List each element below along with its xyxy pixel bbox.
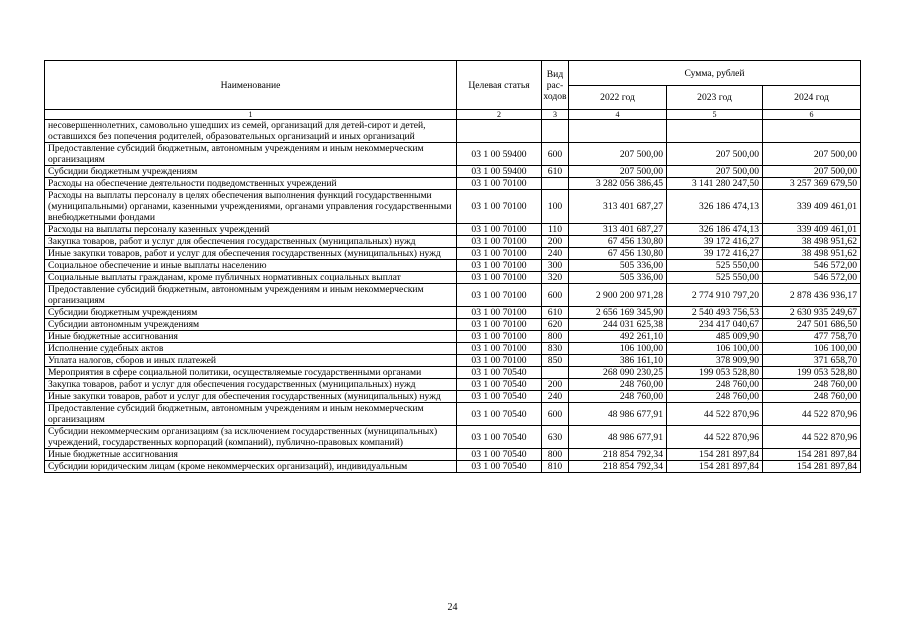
row-target-article: 03 1 00 70100 — [457, 178, 542, 190]
row-expense-type: 800 — [542, 449, 569, 461]
row-amount-2022: 48 986 677,91 — [569, 426, 667, 449]
row-expense-type: 850 — [542, 355, 569, 367]
row-expense-type: 810 — [542, 461, 569, 473]
table-row — [45, 224, 861, 236]
header-year-2024: 2024 год — [763, 86, 861, 110]
table-row — [45, 236, 861, 248]
row-amount-2023: 2 774 910 797,20 — [667, 284, 763, 307]
table-row — [45, 426, 861, 449]
row-amount-2022: 218 854 792,34 — [569, 449, 667, 461]
row-name: Субсидии бюджетным учреждениям — [45, 307, 457, 319]
row-name: Субсидии юридическим лицам (кроме некоммерческих организаций), индивидуальным — [45, 461, 457, 473]
row-expense-type — [542, 367, 569, 379]
row-amount-2024: 3 257 369 679,50 — [763, 178, 861, 190]
row-target-article: 03 1 00 70100 — [457, 236, 542, 248]
row-amount-2023: 154 281 897,84 — [667, 449, 763, 461]
row-target-article: 03 1 00 70100 — [457, 319, 542, 331]
column-number-row — [45, 110, 861, 120]
column-number: 3 — [542, 110, 569, 120]
table-row — [45, 272, 861, 284]
column-number: 2 — [457, 110, 542, 120]
row-amount-2022: 248 760,00 — [569, 379, 667, 391]
row-name: Предоставление субсидий бюджетным, автономным учреждениям и иным некоммерческим организациям — [45, 143, 457, 166]
row-target-article: 03 1 00 70100 — [457, 307, 542, 319]
row-amount-2022: 48 986 677,91 — [569, 403, 667, 426]
row-amount-2023: 39 172 416,27 — [667, 248, 763, 260]
row-expense-type: 200 — [542, 236, 569, 248]
row-expense-type: 620 — [542, 319, 569, 331]
table-row — [45, 178, 861, 190]
row-amount-2022: 505 336,00 — [569, 260, 667, 272]
row-target-article: 03 1 00 70100 — [457, 260, 542, 272]
row-amount-2024: 546 572,00 — [763, 260, 861, 272]
row-target-article: 03 1 00 70100 — [457, 248, 542, 260]
row-target-article: 03 1 00 59400 — [457, 166, 542, 178]
row-expense-type: 830 — [542, 343, 569, 355]
row-target-article — [457, 120, 542, 143]
row-target-article: 03 1 00 70540 — [457, 367, 542, 379]
row-target-article: 03 1 00 70100 — [457, 284, 542, 307]
row-name: Социальные выплаты гражданам, кроме публичных нормативных социальных выплат — [45, 272, 457, 284]
row-amount-2024: 38 498 951,62 — [763, 236, 861, 248]
table-row — [45, 379, 861, 391]
row-amount-2024 — [763, 120, 861, 143]
row-amount-2023: 199 053 528,80 — [667, 367, 763, 379]
table-row — [45, 343, 861, 355]
row-target-article: 03 1 00 70540 — [457, 403, 542, 426]
row-expense-type: 600 — [542, 143, 569, 166]
row-amount-2024: 248 760,00 — [763, 391, 861, 403]
row-amount-2023: 106 100,00 — [667, 343, 763, 355]
row-expense-type: 100 — [542, 190, 569, 224]
row-expense-type: 600 — [542, 284, 569, 307]
row-amount-2022: 106 100,00 — [569, 343, 667, 355]
row-amount-2022: 2 656 169 345,90 — [569, 307, 667, 319]
row-expense-type: 240 — [542, 391, 569, 403]
row-expense-type: 320 — [542, 272, 569, 284]
row-target-article: 03 1 00 70100 — [457, 272, 542, 284]
row-amount-2022: 492 261,10 — [569, 331, 667, 343]
table-row — [45, 449, 861, 461]
row-amount-2024: 154 281 897,84 — [763, 449, 861, 461]
row-amount-2024: 339 409 461,01 — [763, 224, 861, 236]
row-expense-type: 610 — [542, 166, 569, 178]
row-expense-type: 300 — [542, 260, 569, 272]
row-amount-2023: 39 172 416,27 — [667, 236, 763, 248]
column-number: 5 — [667, 110, 763, 120]
row-amount-2023 — [667, 120, 763, 143]
row-amount-2024: 339 409 461,01 — [763, 190, 861, 224]
table-row — [45, 190, 861, 224]
row-amount-2022: 2 900 200 971,28 — [569, 284, 667, 307]
table-row — [45, 319, 861, 331]
table-row — [45, 260, 861, 272]
row-amount-2023: 154 281 897,84 — [667, 461, 763, 473]
table-row — [45, 143, 861, 166]
row-name: Уплата налогов, сборов и иных платежей — [45, 355, 457, 367]
column-number: 6 — [763, 110, 861, 120]
row-expense-type: 610 — [542, 307, 569, 319]
row-expense-type: 630 — [542, 426, 569, 449]
row-name: Расходы на выплаты персоналу в целях обеспечения выполнения функций государственными (муниципальными) органами, казенными учреждениями, органами управления государственными внебюджетными фондами — [45, 190, 457, 224]
row-amount-2023: 525 550,00 — [667, 272, 763, 284]
table-row — [45, 248, 861, 260]
row-name: Социальное обеспечение и иные выплаты населению — [45, 260, 457, 272]
row-name: Расходы на обеспечение деятельности подведомственных учреждений — [45, 178, 457, 190]
row-amount-2023: 234 417 040,67 — [667, 319, 763, 331]
row-amount-2023: 525 550,00 — [667, 260, 763, 272]
row-amount-2023: 326 186 474,13 — [667, 190, 763, 224]
row-amount-2022: 248 760,00 — [569, 391, 667, 403]
row-name: Исполнение судебных актов — [45, 343, 457, 355]
row-name: Закупка товаров, работ и услуг для обеспечения государственных (муниципальных) нужд — [45, 236, 457, 248]
row-amount-2023: 248 760,00 — [667, 391, 763, 403]
header-expense-type-label: Вид рас-ходов — [543, 68, 567, 102]
table-header — [45, 61, 861, 120]
row-amount-2022: 386 161,10 — [569, 355, 667, 367]
row-target-article: 03 1 00 70540 — [457, 449, 542, 461]
row-amount-2023: 3 141 280 247,50 — [667, 178, 763, 190]
row-target-article: 03 1 00 70100 — [457, 355, 542, 367]
row-amount-2022: 268 090 230,25 — [569, 367, 667, 379]
row-amount-2022: 313 401 687,27 — [569, 224, 667, 236]
row-amount-2023: 44 522 870,96 — [667, 403, 763, 426]
row-target-article: 03 1 00 70100 — [457, 343, 542, 355]
row-amount-2023: 207 500,00 — [667, 143, 763, 166]
row-expense-type — [542, 178, 569, 190]
row-target-article: 03 1 00 70100 — [457, 331, 542, 343]
row-name: Субсидии автономным учреждениям — [45, 319, 457, 331]
header-name: Наименование — [45, 61, 457, 110]
table-row — [45, 120, 861, 143]
row-target-article: 03 1 00 70540 — [457, 379, 542, 391]
row-name: Иные закупки товаров, работ и услуг для обеспечения государственных (муниципальных) нужд — [45, 248, 457, 260]
row-amount-2023: 207 500,00 — [667, 166, 763, 178]
row-amount-2022: 67 456 130,80 — [569, 236, 667, 248]
row-expense-type: 240 — [542, 248, 569, 260]
row-amount-2024: 44 522 870,96 — [763, 403, 861, 426]
row-name: Расходы на выплаты персоналу казенных учреждений — [45, 224, 457, 236]
row-target-article: 03 1 00 70540 — [457, 461, 542, 473]
row-amount-2024: 248 760,00 — [763, 379, 861, 391]
row-amount-2023: 44 522 870,96 — [667, 426, 763, 449]
row-amount-2023: 2 540 493 756,53 — [667, 307, 763, 319]
header-year-2022: 2022 год — [569, 86, 667, 110]
table-row — [45, 355, 861, 367]
row-amount-2024: 207 500,00 — [763, 143, 861, 166]
row-amount-2022 — [569, 120, 667, 143]
row-amount-2023: 326 186 474,13 — [667, 224, 763, 236]
table-row — [45, 331, 861, 343]
table-row — [45, 166, 861, 178]
row-amount-2022: 505 336,00 — [569, 272, 667, 284]
row-name: Иные бюджетные ассигнования — [45, 449, 457, 461]
header-year-2023: 2023 год — [667, 86, 763, 110]
header-sum: Сумма, рублей — [569, 61, 861, 86]
row-amount-2024: 207 500,00 — [763, 166, 861, 178]
row-target-article: 03 1 00 59400 — [457, 143, 542, 166]
table-row — [45, 307, 861, 319]
row-name: Предоставление субсидий бюджетным, автономным учреждениям и иным некоммерческим организациям — [45, 403, 457, 426]
row-target-article: 03 1 00 70540 — [457, 391, 542, 403]
row-expense-type: 800 — [542, 331, 569, 343]
row-amount-2024: 371 658,70 — [763, 355, 861, 367]
row-amount-2023: 248 760,00 — [667, 379, 763, 391]
row-amount-2022: 67 456 130,80 — [569, 248, 667, 260]
table-body — [45, 120, 861, 473]
row-target-article: 03 1 00 70540 — [457, 426, 542, 449]
table-row — [45, 284, 861, 307]
row-name: Закупка товаров, работ и услуг для обеспечения государственных (муниципальных) нужд — [45, 379, 457, 391]
row-expense-type: 200 — [542, 379, 569, 391]
column-number: 1 — [45, 110, 457, 120]
row-amount-2024: 154 281 897,84 — [763, 461, 861, 473]
row-amount-2024: 477 758,70 — [763, 331, 861, 343]
row-amount-2024: 44 522 870,96 — [763, 426, 861, 449]
row-amount-2024: 247 501 686,50 — [763, 319, 861, 331]
header-target-article: Целевая статья — [457, 61, 542, 110]
row-amount-2023: 378 909,90 — [667, 355, 763, 367]
page-number: 24 — [447, 602, 458, 613]
table-row — [45, 391, 861, 403]
row-amount-2022: 313 401 687,27 — [569, 190, 667, 224]
row-amount-2024: 2 878 436 936,17 — [763, 284, 861, 307]
row-amount-2024: 199 053 528,80 — [763, 367, 861, 379]
row-amount-2022: 218 854 792,34 — [569, 461, 667, 473]
row-amount-2024: 106 100,00 — [763, 343, 861, 355]
row-name: Субсидии бюджетным учреждениям — [45, 166, 457, 178]
row-name: Иные закупки товаров, работ и услуг для обеспечения государственных (муниципальных) нужд — [45, 391, 457, 403]
row-name: Предоставление субсидий бюджетным, автономным учреждениям и иным некоммерческим организациям — [45, 284, 457, 307]
row-amount-2024: 2 630 935 249,67 — [763, 307, 861, 319]
row-amount-2024: 546 572,00 — [763, 272, 861, 284]
row-target-article: 03 1 00 70100 — [457, 190, 542, 224]
column-number: 4 — [569, 110, 667, 120]
table-row — [45, 367, 861, 379]
table-row — [45, 461, 861, 473]
row-expense-type: 600 — [542, 403, 569, 426]
row-amount-2023: 485 009,90 — [667, 331, 763, 343]
header-expense-type — [542, 61, 569, 110]
row-name: Мероприятия в сфере социальной политики, осуществляемые государственными органами — [45, 367, 457, 379]
row-name: Иные бюджетные ассигнования — [45, 331, 457, 343]
table-row — [45, 403, 861, 426]
row-amount-2022: 207 500,00 — [569, 143, 667, 166]
row-amount-2022: 207 500,00 — [569, 166, 667, 178]
row-name: несовершеннолетних, самовольно ушедших из семей, организаций для детей-сирот и детей, оставшихся без попечения родителей, образовательных организаций и иных организаций — [45, 120, 457, 143]
budget-table — [44, 60, 861, 473]
row-name: Субсидии некоммерческим организациям (за исключением государственных (муниципальных) учреждений, государственных корпораций (компаний), публично-правовых компаний) — [45, 426, 457, 449]
row-amount-2024: 38 498 951,62 — [763, 248, 861, 260]
row-target-article: 03 1 00 70100 — [457, 224, 542, 236]
row-amount-2022: 244 031 625,38 — [569, 319, 667, 331]
row-expense-type: 110 — [542, 224, 569, 236]
row-amount-2022: 3 282 056 386,45 — [569, 178, 667, 190]
row-expense-type — [542, 120, 569, 143]
